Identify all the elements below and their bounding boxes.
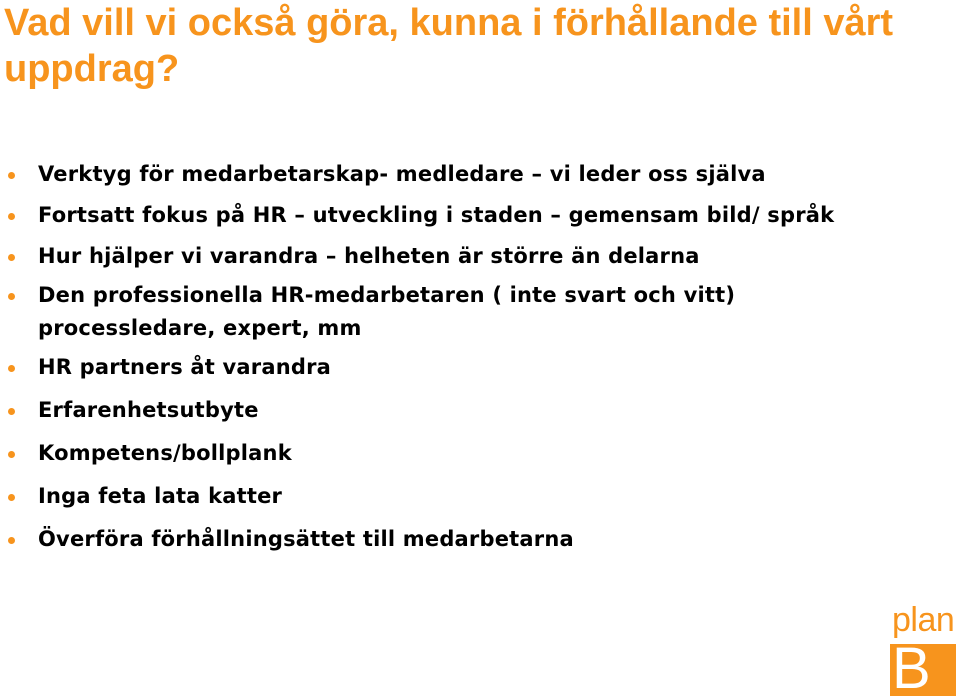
bullet-item: [0, 158, 900, 191]
bullet-dot-icon: [8, 451, 15, 458]
bullet-item: [0, 480, 900, 513]
bullet-item: [0, 394, 900, 427]
bullet-text: Hur hjälper vi varandra – helheten är större än delarna: [38, 244, 700, 268]
bullet-item: [0, 351, 900, 384]
plan-b-logo: [872, 600, 960, 696]
bullet-text: Erfarenhetsutbyte: [38, 398, 259, 422]
bullet-dot-icon: [8, 365, 15, 372]
bullet-dot-icon: [8, 293, 15, 300]
bullet-text: Verktyg för medarbetarskap- medledare – vi leder oss själva: [38, 162, 766, 186]
bullet-item: [0, 437, 900, 470]
bullet-item: [0, 240, 900, 273]
bullet-item: [0, 199, 900, 232]
logo-letter: B: [892, 644, 931, 696]
bullet-text: HR partners åt varandra: [38, 355, 332, 379]
bullet-text: Den professionella HR-medarbetaren ( inte svart och vitt) processledare, expert, mm: [38, 283, 736, 340]
bullet-dot-icon: [8, 408, 15, 415]
bullet-dot-icon: [8, 537, 15, 544]
bullet-item: [0, 523, 900, 556]
logo-word: plan: [892, 601, 955, 639]
bullet-dot-icon: [8, 213, 15, 220]
bullet-text: Inga feta lata katter: [38, 484, 283, 508]
bullet-text: Överföra förhållningsättet till medarbetarna: [38, 527, 574, 551]
bullet-list: [0, 158, 900, 556]
slide-title: Vad vill vi också göra, kunna i förhållande till vårt uppdrag?: [4, 2, 894, 90]
bullet-dot-icon: [8, 254, 15, 261]
bullet-text: Fortsatt fokus på HR – utveckling i staden – gemensam bild/ språk: [38, 203, 835, 227]
bullet-dot-icon: [8, 494, 15, 501]
logo-block: [890, 644, 956, 696]
bullet-item: [0, 279, 900, 345]
bullet-text: Kompetens/bollplank: [38, 441, 292, 465]
bullet-dot-icon: [8, 172, 15, 179]
